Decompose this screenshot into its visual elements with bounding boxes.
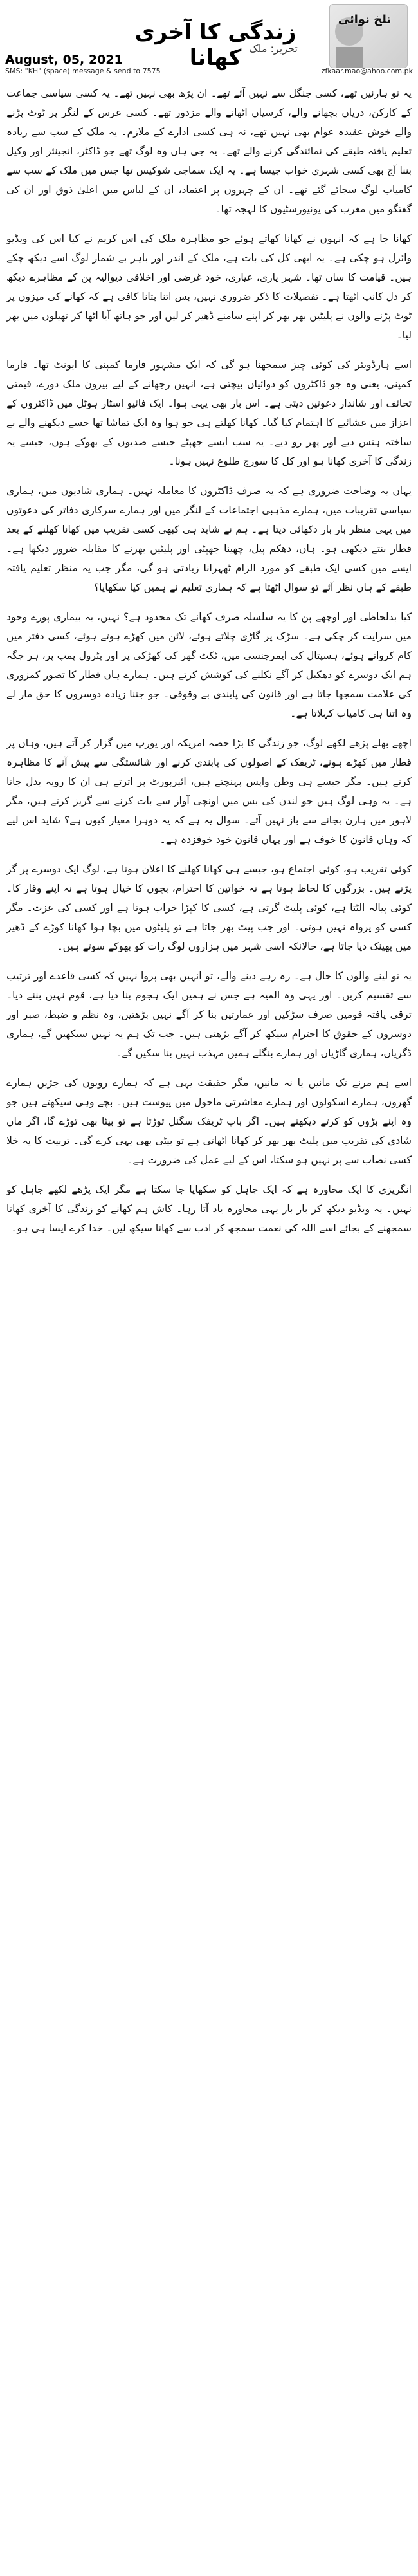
article-paragraph: کھانا جا ہے کہ انہوں نے کھانا کھاتے ہوئے جو مظاہرہ ملک کی اس کریم نے کیا اس کی ویڈیو وائرل ہو چکی ہے۔ یہ ابھی کل کی بات ہے، ملک کے اندر اور باہر بے شمار لوگ اسے دیکھ چکے ہیں۔ قیامت کا ساں تھا۔ شہر یاری، عیاری، خود غرضی اور اخلاقی دیوالیہ پن کے مظاہرے دیکھ کر دل کانپ اٹھتا ہے۔ تفصیلات کا ذکر ضروری نہیں، بس اتنا بتانا کافی ہے کہ کھانے کی میزوں پر ٹوٹ پڑنے والوں نے پلیٹیں بھر بھر کر اپنے سامنے ڈھیر کر لیں اور جو ہاتھ آیا اٹھا کر تھیلوں میں بھر لیا۔: [6, 233, 412, 341]
column-header: [0, 0, 418, 77]
article-paragraph: کیا بدلحاظی اور اوچھے پن کا یہ سلسلہ صرف کھانے تک محدود ہے؟ نہیں، یہ بیماری پورے وجود میں سرایت کر چکی ہے۔ سڑک پر گاڑی چلاتے ہوئے، لائن میں کھڑے ہوتے ہوئے، کسی دفتر میں کام کرواتے ہوئے، ہسپتال کی ایمرجنسی میں، ٹکٹ گھر کی کھڑکی پر اور پٹرول پمپ پر، ہر جگہ ہم ایک دوسرے کو دھکیل کر آگے نکلنے کی کوشش کرتے ہیں۔ ہمارے ہاں قطار کا تصور کمزوری کی علامت سمجھا جاتا ہے اور قانون کی پابندی بے وقوفی۔ جو جتنا زیادہ دوسروں کا حق مار لے وہ اتنا ہی کامیاب کہلاتا ہے۔: [6, 611, 412, 719]
article-paragraph: یہاں یہ وضاحت ضروری ہے کہ یہ صرف ڈاکٹروں کا معاملہ نہیں۔ ہماری شادیوں میں، ہماری سیاسی تقریبات میں، ہمارے مذہبی اجتماعات کے لنگر میں اور ہمارے سرکاری دفاتر کی دعوتوں میں یہی منظر بار بار دکھائی دیتا ہے۔ ہم نے شاید ہی کبھی کسی تقریب میں کھانا کھلنے کے بعد قطار بنتے دیکھی ہو۔ ہاں، دھکم پیل، چھینا جھپٹی اور پلیٹیں بھرنے کا مقابلہ ضرور دیکھا ہے۔ ایسے میں کسی ایک طبقے کو مورد الزام ٹھہرانا زیادتی ہو گی، مگر جب یہ منظر تعلیم یافتہ طبقے کے ہاں نظر آئے تو سوال اٹھتا ہے کہ ہماری تعلیم نے ہمیں کیا سکھایا؟: [6, 485, 412, 593]
contact-row: [5, 67, 413, 77]
author-byline: تحریر: ملک: [249, 42, 298, 55]
author-email: zfkaar.mao@ahoo.com.pk: [321, 67, 413, 75]
article-title: زندگی کا آخری کھانا: [134, 19, 296, 71]
article-body: [6, 84, 412, 2566]
article-paragraph: اچھے بھلے پڑھے لکھے لوگ، جو زندگی کا بڑا حصہ امریکہ اور یورپ میں گزار کر آتے ہیں، وہاں پر قطار میں کھڑے ہونے، ٹریفک کے اصولوں کی پابندی کرنے اور شائستگی سے پیش آنے کا مظاہرہ کرتے ہیں۔ مگر جیسے ہی وطن واپس پہنچتے ہیں، ائیرپورٹ پر اترتے ہی ان کا رویہ بدل جاتا ہے۔ یہ وہی لوگ ہیں جو لندن کی بس میں اونچی آواز سے بات کرنے سے گریز کرتے ہیں، مگر لاہور میں ہارن بجانے سے باز نہیں آتے۔ سوال یہ ہے کہ یہ دوہرا معیار کیوں ہے؟ شاید اس لیے کہ وہاں قانون کا خوف ہے اور یہاں قانون خود خوفزدہ ہے۔: [6, 737, 412, 845]
article-paragraph: کوئی تقریب ہو، کوئی اجتماع ہو، جیسے ہی کھانا کھلنے کا اعلان ہوتا ہے، لوگ ایک دوسرے پر گر پڑتے ہیں۔ بزرگوں کا لحاظ ہوتا ہے نہ خواتین کا احترام، بچوں کا خیال ہوتا ہے نہ اپنے وقار کا۔ کوئی پیالہ الٹتا ہے، کوئی پلیٹ گرتی ہے، کسی کا کپڑا خراب ہوتا ہے اور کسی کی عزت۔ مگر کسی کو پرواہ نہیں ہوتی۔ اور جب پیٹ بھر جاتا ہے تو پلیٹوں میں بچا ہوا کھانا کوڑے کے ڈھیر میں پھینک دیا جاتا ہے، حالانکہ اسی شہر میں ہزاروں لوگ رات کو بھوکے سوتے ہیں۔: [6, 863, 412, 952]
article-paragraph: یہ تو ہارنیں تھے، کسی جنگل سے نہیں آئے تھے۔ ان پڑھ بھی نہیں تھے۔ یہ کسی سیاسی جماعت کے کارکن، دریاں بچھانے والے، کرسیاں اٹھانے والے مزدور تھے۔ کسی عرس کے لنگر پر ٹوٹ پڑنے والے خوش عقیدہ عوام بھی نہیں تھے، نہ ہی کسی ادارے کے ملازم۔ یہ ملک کے سب سے زیادہ تعلیم یافتہ طبقے کی نمائندگی کرنے والے تھے۔ یہ جی ہاں وہ لوگ تھے جو ڈاکٹر، انجینئر اور وکیل بننا آج بھی کسی شہری خواب جیسا ہے۔ یہ ایک سماجی شوکیس تھا جس میں ملک کے سب سے کامیاب لوگ سجائے گئے تھے۔ ان کے چہروں پر اعتماد، ان کے لباس میں اعلیٰ ذوق اور ان کی گفتگو میں مغرب کی یونیورسٹیوں کا لہجہ تھا۔: [6, 87, 412, 215]
column-name: تلخ نوائی: [338, 13, 392, 26]
article-paragraph: یہ تو لینے والوں کا حال ہے۔ رہ رہے دینے والے، تو انہیں بھی پروا نہیں کہ کسی قاعدے اور ترتیب سے تقسیم کریں۔ اور یہی وہ المیہ ہے جس نے ہمیں ایک ہجوم بنا دیا ہے، قوم نہیں بننے دیا۔ ترقی یافتہ قومیں صرف سڑکیں اور عمارتیں بنا کر آگے نہیں بڑھتیں، وہ نظم و ضبط، صبر اور دوسروں کے حقوق کا احترام سیکھ کر آگے بڑھتی ہیں۔ جب تک ہم یہ نہیں سیکھیں گے، ہماری ڈگریاں، ہماری گاڑیاں اور ہمارے بنگلے ہمیں مہذب نہیں بنا سکیں گے۔: [6, 970, 412, 1059]
article-paragraph: انگریزی کا ایک محاورہ ہے کہ ایک جاہل کو سکھایا جا سکتا ہے مگر ایک پڑھے لکھے جاہل کو نہیں۔ یہ ویڈیو دیکھ کر بار بار یہی محاورہ یاد آتا رہا۔ کاش ہم کھانے کو زندگی کا آخری کھانا سمجھنے کے بجائے اسے اللہ کی نعمت سمجھ کر ادب سے کھانا سیکھ لیں۔ خدا کرے ایسا ہی ہو۔: [6, 1184, 412, 1234]
sms-info: SMS: "KH" (space) message & send to 7575: [5, 67, 161, 75]
publish-date: August, 05, 2021: [5, 53, 123, 67]
article-paragraph: اسے ہارڈویئر کی کوئی چیز سمجھنا ہو گی کہ ایک مشہور فارما کمپنی کا ایونٹ تھا۔ فارما کمپنی، یعنی وہ جو ڈاکٹروں کو دوائیاں بیچتی ہے، انہیں رجھانے کے لیے بیرون ملک دورے، قیمتی تحائف اور شاندار دعوتیں دیتی ہے۔ اس بار بھی یہی ہوا۔ ایک فائیو اسٹار ہوٹل میں ڈاکٹروں کے اعزاز میں عشائیے کا اہتمام کیا گیا۔ کھانا کھلتے ہی جو ہوا وہ ایک تماشا تھا جسے دیکھنے والے بے ساختہ ہنس دیے اور پھر رو دیے۔ یہ سب ایسے جھپٹے جیسے صدیوں کے بھوکے ہوں، جیسے یہ زندگی کا آخری کھانا ہو اور کل کا سورج طلوع نہیں ہونا۔: [6, 359, 412, 467]
article-paragraph: اسے ہم مرنے تک مانیں یا نہ مانیں، مگر حقیقت یہی ہے کہ ہمارے رویوں کی جڑیں ہمارے گھروں، ہمارے اسکولوں اور ہمارے معاشرتی ماحول میں پیوست ہیں۔ بچے وہی سیکھتے ہیں جو وہ اپنے بڑوں کو کرتے دیکھتے ہیں۔ اگر باپ ٹریفک سگنل توڑتا ہے تو بیٹا بھی توڑے گا، اگر ماں شادی کی تقریب میں پلیٹ بھر بھر کر کھانا اٹھاتی ہے تو بیٹی بھی یہی کرے گی۔ تربیت کا یہ خلا کسی نصاب سے پر نہیں ہو سکتا، اس کے لیے عمل کی ضرورت ہے۔: [6, 1077, 412, 1166]
